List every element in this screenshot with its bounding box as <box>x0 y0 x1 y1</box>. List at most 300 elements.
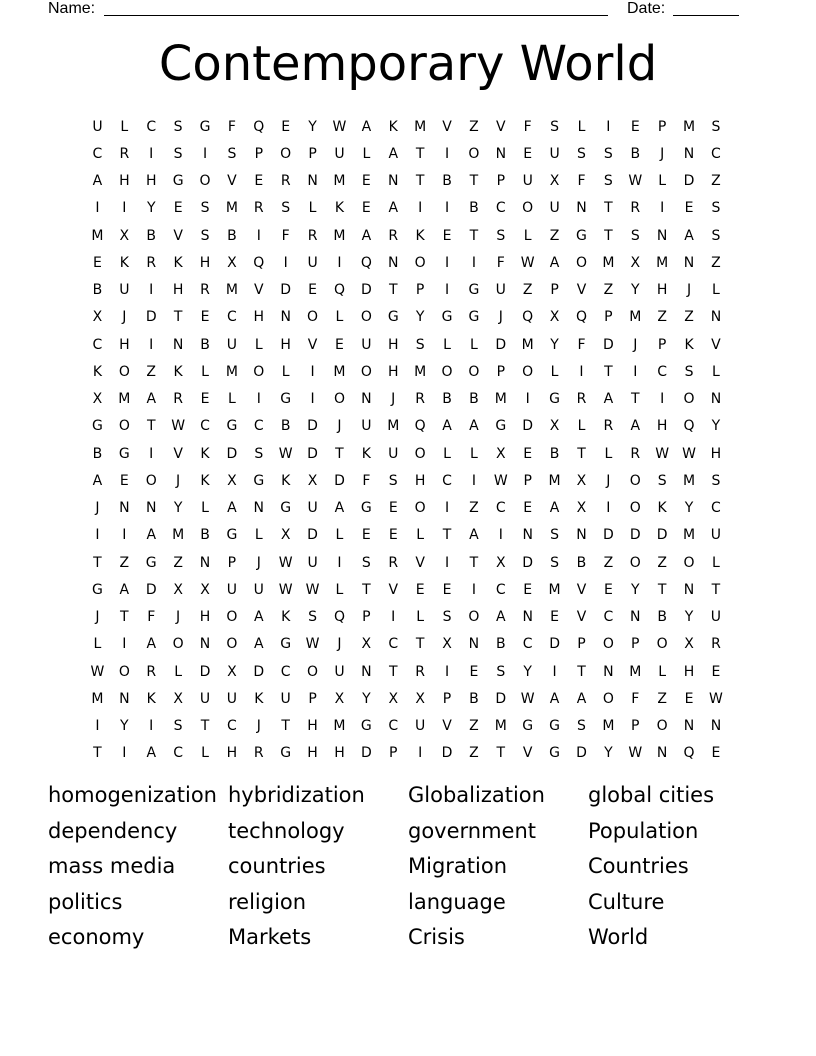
grid-letter[interactable]: E <box>361 200 371 217</box>
grid-letter[interactable]: D <box>334 472 345 489</box>
grid-letter[interactable]: B <box>469 200 479 217</box>
grid-letter[interactable]: T <box>120 609 129 626</box>
grid-letter[interactable]: T <box>711 581 721 598</box>
grid-letter[interactable]: P <box>496 173 506 190</box>
grid-letter[interactable]: R <box>415 391 425 408</box>
grid-letter[interactable]: M <box>494 391 507 408</box>
grid-letter[interactable]: Y <box>120 718 129 735</box>
grid-letter[interactable]: U <box>226 690 238 707</box>
grid-letter[interactable]: H <box>387 363 399 380</box>
grid-letter[interactable]: H <box>199 609 211 626</box>
grid-letter[interactable]: I <box>552 663 557 680</box>
grid-letter[interactable]: O <box>145 472 157 489</box>
grid-letter[interactable]: M <box>387 418 400 435</box>
grid-letter[interactable]: A <box>469 527 479 544</box>
grid-letter[interactable]: U <box>334 145 345 162</box>
grid-letter[interactable]: D <box>145 309 157 326</box>
grid-letter[interactable]: T <box>604 363 613 380</box>
grid-letter[interactable]: N <box>522 609 533 626</box>
grid-letter[interactable]: L <box>335 581 344 598</box>
grid-letter[interactable]: K <box>361 445 371 462</box>
grid-letter[interactable]: L <box>443 445 451 462</box>
grid-letter[interactable]: I <box>149 718 154 735</box>
grid-letter[interactable]: N <box>388 254 399 271</box>
grid-letter[interactable]: W <box>305 581 320 598</box>
grid-letter[interactable]: I <box>337 554 342 571</box>
grid-letter[interactable]: S <box>200 200 210 217</box>
grid-letter[interactable]: U <box>307 500 318 517</box>
grid-letter[interactable]: J <box>256 718 261 735</box>
grid-letter[interactable]: G <box>576 227 587 244</box>
grid-letter[interactable]: X <box>280 527 291 544</box>
grid-letter[interactable]: Z <box>119 554 130 571</box>
grid-letter[interactable]: J <box>498 309 503 326</box>
grid-letter[interactable]: T <box>469 227 479 244</box>
grid-letter[interactable]: K <box>254 690 264 707</box>
grid-letter[interactable]: C <box>253 418 264 435</box>
grid-letter[interactable]: X <box>549 173 560 190</box>
grid-letter[interactable]: U <box>415 718 426 735</box>
grid-letter[interactable]: X <box>576 472 587 489</box>
grid-letter[interactable]: B <box>576 554 587 571</box>
grid-letter[interactable]: A <box>549 500 560 517</box>
grid-letter[interactable]: O <box>253 363 265 380</box>
grid-letter[interactable]: Z <box>469 745 479 762</box>
grid-letter[interactable]: W <box>332 118 347 135</box>
grid-letter[interactable]: F <box>362 472 371 489</box>
grid-letter[interactable]: S <box>254 445 264 462</box>
grid-letter[interactable]: A <box>92 472 103 489</box>
grid-letter[interactable]: I <box>418 745 423 762</box>
grid-letter[interactable]: K <box>173 363 183 380</box>
grid-letter[interactable]: I <box>471 472 476 489</box>
grid-letter[interactable]: X <box>334 690 345 707</box>
grid-letter[interactable]: S <box>657 472 667 489</box>
grid-letter[interactable]: Q <box>522 309 534 326</box>
grid-letter[interactable]: U <box>495 282 506 299</box>
grid-letter[interactable]: T <box>173 309 183 326</box>
grid-letter[interactable]: V <box>442 118 452 135</box>
grid-letter[interactable]: J <box>606 472 611 489</box>
grid-letter[interactable]: D <box>602 336 614 353</box>
grid-letter[interactable]: N <box>361 391 372 408</box>
grid-letter[interactable]: I <box>122 527 127 544</box>
grid-letter[interactable]: C <box>388 636 399 653</box>
grid-letter[interactable]: B <box>442 391 452 408</box>
grid-letter[interactable]: L <box>335 309 344 326</box>
grid-letter[interactable]: G <box>468 282 480 299</box>
grid-letter[interactable]: N <box>495 145 507 162</box>
grid-letter[interactable]: C <box>603 609 614 626</box>
grid-letter[interactable]: G <box>280 391 292 408</box>
grid-letter[interactable]: I <box>337 254 342 271</box>
grid-letter[interactable]: T <box>469 173 479 190</box>
grid-letter[interactable]: M <box>494 718 507 735</box>
grid-letter[interactable]: Q <box>683 418 695 435</box>
grid-letter[interactable]: L <box>120 118 129 135</box>
grid-letter[interactable]: N <box>656 745 668 762</box>
grid-letter[interactable]: T <box>93 745 102 762</box>
grid-letter[interactable]: G <box>441 309 453 326</box>
grid-letter[interactable]: E <box>603 581 613 598</box>
grid-letter[interactable]: C <box>388 718 399 735</box>
grid-letter[interactable]: E <box>173 200 183 217</box>
grid-letter[interactable]: U <box>92 118 103 135</box>
grid-letter[interactable]: S <box>388 472 398 489</box>
grid-letter[interactable]: R <box>603 418 614 435</box>
grid-letter[interactable]: A <box>361 227 372 244</box>
grid-letter[interactable]: O <box>414 254 426 271</box>
grid-letter[interactable]: W <box>628 173 643 190</box>
grid-letter[interactable]: X <box>415 690 425 707</box>
grid-letter[interactable]: R <box>280 173 291 190</box>
grid-letter[interactable]: O <box>199 173 211 190</box>
grid-letter[interactable]: H <box>334 745 345 762</box>
grid-letter[interactable]: V <box>442 718 452 735</box>
grid-letter[interactable]: C <box>442 472 452 489</box>
grid-letter[interactable]: A <box>469 418 479 435</box>
grid-letter[interactable]: E <box>308 282 317 299</box>
grid-letter[interactable]: C <box>522 636 533 653</box>
grid-letter[interactable]: T <box>604 200 613 217</box>
grid-letter[interactable]: K <box>281 609 291 626</box>
grid-letter[interactable]: T <box>146 418 156 435</box>
grid-letter[interactable]: Q <box>575 309 587 326</box>
grid-letter[interactable]: L <box>658 663 667 680</box>
grid-letter[interactable]: E <box>711 745 721 762</box>
grid-letter[interactable]: G <box>360 500 372 517</box>
grid-letter[interactable]: D <box>576 745 587 762</box>
grid-letter[interactable]: O <box>602 690 614 707</box>
grid-letter[interactable]: F <box>147 609 156 626</box>
grid-letter[interactable]: E <box>523 581 533 598</box>
grid-letter[interactable]: E <box>523 500 533 517</box>
grid-letter[interactable]: D <box>253 663 265 680</box>
grid-letter[interactable]: S <box>630 227 640 244</box>
grid-letter[interactable]: U <box>307 554 318 571</box>
grid-letter[interactable]: M <box>225 363 238 380</box>
grid-letter[interactable]: L <box>416 609 425 626</box>
grid-letter[interactable]: Z <box>549 227 560 244</box>
grid-letter[interactable]: P <box>631 636 640 653</box>
grid-letter[interactable]: U <box>280 690 291 707</box>
grid-letter[interactable]: N <box>683 718 695 735</box>
grid-letter[interactable]: I <box>498 527 503 544</box>
grid-letter[interactable]: K <box>92 363 103 380</box>
grid-letter[interactable]: R <box>576 391 587 408</box>
grid-letter[interactable]: R <box>388 554 399 571</box>
grid-letter[interactable]: I <box>660 200 665 217</box>
grid-letter[interactable]: T <box>362 581 371 598</box>
grid-letter[interactable]: Y <box>550 336 559 353</box>
grid-letter[interactable]: G <box>387 309 399 326</box>
grid-letter[interactable]: I <box>444 254 450 271</box>
grid-letter[interactable]: Z <box>173 554 183 571</box>
grid-letter[interactable]: Z <box>469 500 479 517</box>
grid-letter[interactable]: D <box>307 527 318 544</box>
grid-letter[interactable]: O <box>226 636 238 653</box>
grid-letter[interactable]: G <box>280 636 292 653</box>
grid-letter[interactable]: W <box>90 663 105 680</box>
grid-letter[interactable]: O <box>307 309 319 326</box>
grid-letter[interactable]: D <box>360 745 372 762</box>
grid-letter[interactable]: P <box>657 118 667 135</box>
grid-letter[interactable]: O <box>441 363 453 380</box>
grid-letter[interactable]: E <box>119 472 129 489</box>
grid-letter[interactable]: V <box>307 336 318 353</box>
grid-letter[interactable]: J <box>95 609 100 626</box>
grid-letter[interactable]: N <box>199 636 211 653</box>
grid-letter[interactable]: I <box>444 663 450 680</box>
grid-letter[interactable]: E <box>361 173 371 190</box>
grid-letter[interactable]: P <box>550 282 559 299</box>
grid-letter[interactable]: A <box>442 418 452 435</box>
grid-letter[interactable]: I <box>95 718 100 735</box>
grid-letter[interactable]: C <box>200 418 210 435</box>
grid-letter[interactable]: T <box>388 663 398 680</box>
grid-letter[interactable]: R <box>173 391 183 408</box>
grid-letter[interactable]: A <box>603 391 614 408</box>
grid-letter[interactable]: B <box>469 690 479 707</box>
grid-letter[interactable]: T <box>630 391 640 408</box>
grid-letter[interactable]: Z <box>657 554 667 571</box>
grid-letter[interactable]: W <box>305 636 320 653</box>
grid-letter[interactable]: Y <box>630 581 640 598</box>
grid-letter[interactable]: P <box>254 145 264 162</box>
grid-letter[interactable]: S <box>711 472 721 489</box>
grid-letter[interactable]: T <box>415 173 425 190</box>
grid-letter[interactable]: B <box>280 418 291 435</box>
grid-letter[interactable]: G <box>92 581 103 598</box>
grid-letter[interactable]: L <box>201 745 209 762</box>
grid-letter[interactable]: F <box>577 173 586 190</box>
grid-letter[interactable]: A <box>146 527 157 544</box>
grid-letter[interactable]: V <box>227 173 237 190</box>
grid-letter[interactable]: E <box>93 254 102 271</box>
grid-letter[interactable]: N <box>603 663 614 680</box>
grid-letter[interactable]: S <box>442 609 452 626</box>
grid-letter[interactable]: N <box>388 173 399 190</box>
grid-letter[interactable]: I <box>606 500 611 517</box>
grid-letter[interactable]: T <box>657 581 667 598</box>
grid-letter[interactable]: B <box>227 227 237 244</box>
grid-letter[interactable]: N <box>522 527 533 544</box>
grid-letter[interactable]: D <box>602 527 614 544</box>
grid-letter[interactable]: I <box>149 445 154 462</box>
grid-letter[interactable]: N <box>145 500 157 517</box>
grid-letter[interactable]: O <box>629 554 641 571</box>
grid-letter[interactable]: U <box>549 145 560 162</box>
grid-letter[interactable]: G <box>360 718 372 735</box>
grid-letter[interactable]: J <box>122 309 127 326</box>
grid-letter[interactable]: X <box>496 445 506 462</box>
grid-letter[interactable]: A <box>334 500 345 517</box>
grid-letter[interactable]: M <box>548 472 561 489</box>
grid-letter[interactable]: K <box>334 200 345 217</box>
grid-letter[interactable]: M <box>333 227 346 244</box>
grid-letter[interactable]: A <box>630 418 641 435</box>
grid-letter[interactable]: Y <box>684 500 694 517</box>
grid-letter[interactable]: E <box>711 663 721 680</box>
grid-letter[interactable]: S <box>173 145 183 162</box>
grid-letter[interactable]: Z <box>603 282 614 299</box>
grid-letter[interactable]: J <box>256 554 261 571</box>
grid-letter[interactable]: I <box>444 145 450 162</box>
grid-letter[interactable]: O <box>522 200 534 217</box>
grid-letter[interactable]: A <box>227 500 237 517</box>
grid-letter[interactable]: N <box>119 500 130 517</box>
grid-letter[interactable]: J <box>660 145 665 162</box>
grid-letter[interactable]: B <box>657 609 667 626</box>
grid-letter[interactable]: C <box>495 581 506 598</box>
grid-letter[interactable]: G <box>199 118 211 135</box>
grid-letter[interactable]: H <box>387 336 399 353</box>
grid-letter[interactable]: P <box>496 363 506 380</box>
grid-letter[interactable]: V <box>576 609 587 626</box>
grid-letter[interactable]: D <box>629 527 641 544</box>
grid-letter[interactable]: L <box>201 363 209 380</box>
grid-letter[interactable]: P <box>631 718 640 735</box>
grid-letter[interactable]: X <box>630 254 641 271</box>
grid-letter[interactable]: C <box>92 336 103 353</box>
grid-letter[interactable]: M <box>333 718 346 735</box>
grid-letter[interactable]: O <box>629 500 641 517</box>
grid-letter[interactable]: I <box>606 118 611 135</box>
grid-letter[interactable]: O <box>307 663 319 680</box>
grid-letter[interactable]: O <box>629 472 641 489</box>
grid-letter[interactable]: E <box>200 309 210 326</box>
grid-letter[interactable]: M <box>414 363 427 380</box>
grid-letter[interactable]: O <box>683 554 695 571</box>
grid-letter[interactable]: I <box>444 500 450 517</box>
grid-letter[interactable]: K <box>146 690 156 707</box>
grid-letter[interactable]: W <box>493 472 508 489</box>
grid-letter[interactable]: E <box>415 581 425 598</box>
grid-letter[interactable]: A <box>92 173 103 190</box>
grid-letter[interactable]: S <box>308 609 318 626</box>
grid-letter[interactable]: Q <box>360 254 372 271</box>
grid-letter[interactable]: H <box>307 745 318 762</box>
grid-letter[interactable]: X <box>442 636 452 653</box>
grid-letter[interactable]: I <box>149 336 154 353</box>
grid-letter[interactable]: Z <box>603 554 614 571</box>
grid-letter[interactable]: B <box>92 445 103 462</box>
grid-letter[interactable]: A <box>146 636 157 653</box>
grid-letter[interactable]: X <box>173 690 183 707</box>
grid-letter[interactable]: I <box>444 554 450 571</box>
grid-letter[interactable]: I <box>579 363 584 380</box>
grid-letter[interactable]: K <box>388 118 398 135</box>
grid-letter[interactable]: W <box>278 581 293 598</box>
grid-letter[interactable]: T <box>496 745 506 762</box>
grid-letter[interactable]: S <box>603 145 613 162</box>
grid-letter[interactable]: T <box>415 636 425 653</box>
grid-letter[interactable]: S <box>496 227 506 244</box>
grid-letter[interactable]: M <box>333 173 346 190</box>
grid-letter[interactable]: K <box>281 472 291 489</box>
grid-letter[interactable]: H <box>119 173 130 190</box>
grid-letter[interactable]: D <box>495 690 507 707</box>
grid-letter[interactable]: T <box>200 718 210 735</box>
grid-letter[interactable]: H <box>280 336 291 353</box>
grid-letter[interactable]: Z <box>522 282 533 299</box>
grid-letter[interactable]: O <box>360 309 372 326</box>
grid-letter[interactable]: X <box>227 663 237 680</box>
grid-letter[interactable]: X <box>496 554 506 571</box>
grid-letter[interactable]: F <box>281 227 290 244</box>
grid-letter[interactable]: X <box>388 690 399 707</box>
grid-letter[interactable]: T <box>469 554 479 571</box>
grid-letter[interactable]: S <box>173 718 183 735</box>
grid-letter[interactable]: F <box>496 254 505 271</box>
grid-letter[interactable]: R <box>119 145 130 162</box>
grid-letter[interactable]: N <box>361 663 372 680</box>
grid-letter[interactable]: N <box>253 500 265 517</box>
grid-letter[interactable]: Q <box>333 609 345 626</box>
grid-letter[interactable]: K <box>684 336 694 353</box>
grid-letter[interactable]: D <box>495 336 507 353</box>
grid-letter[interactable]: R <box>711 636 721 653</box>
grid-letter[interactable]: N <box>710 309 722 326</box>
grid-letter[interactable]: P <box>442 690 452 707</box>
grid-letter[interactable]: U <box>226 336 238 353</box>
grid-letter[interactable]: O <box>118 418 130 435</box>
grid-letter[interactable]: O <box>118 663 130 680</box>
grid-letter[interactable]: V <box>522 745 533 762</box>
grid-letter[interactable]: R <box>200 282 210 299</box>
grid-letter[interactable]: W <box>171 418 186 435</box>
grid-letter[interactable]: V <box>711 336 721 353</box>
grid-letter[interactable]: A <box>388 145 399 162</box>
grid-letter[interactable]: U <box>710 609 722 626</box>
grid-letter[interactable]: T <box>442 527 452 544</box>
grid-letter[interactable]: Y <box>684 609 694 626</box>
grid-letter[interactable]: I <box>310 363 315 380</box>
grid-letter[interactable]: N <box>119 690 130 707</box>
grid-letter[interactable]: E <box>388 527 398 544</box>
grid-letter[interactable]: U <box>334 663 345 680</box>
grid-letter[interactable]: A <box>146 745 157 762</box>
grid-letter[interactable]: M <box>91 227 104 244</box>
grid-letter[interactable]: D <box>522 418 534 435</box>
grid-letter[interactable]: S <box>603 173 613 190</box>
grid-letter[interactable]: R <box>630 445 641 462</box>
grid-letter[interactable]: H <box>683 663 695 680</box>
grid-letter[interactable]: L <box>254 336 263 353</box>
grid-letter[interactable]: X <box>227 254 237 271</box>
grid-letter[interactable]: L <box>470 445 478 462</box>
grid-letter[interactable]: C <box>227 718 237 735</box>
grid-letter[interactable]: M <box>414 118 427 135</box>
grid-letter[interactable]: B <box>200 527 210 544</box>
grid-letter[interactable]: Q <box>253 118 265 135</box>
grid-letter[interactable]: I <box>283 254 288 271</box>
grid-letter[interactable]: A <box>549 254 560 271</box>
grid-letter[interactable]: M <box>333 363 346 380</box>
grid-letter[interactable]: W <box>278 554 293 571</box>
grid-letter[interactable]: O <box>226 609 238 626</box>
grid-letter[interactable]: I <box>149 145 154 162</box>
grid-letter[interactable]: C <box>495 200 506 217</box>
grid-letter[interactable]: U <box>307 254 318 271</box>
grid-letter[interactable]: S <box>684 363 694 380</box>
grid-letter[interactable]: U <box>119 282 130 299</box>
grid-letter[interactable]: L <box>254 527 263 544</box>
name-line[interactable] <box>104 15 608 16</box>
grid-letter[interactable]: R <box>630 200 641 217</box>
grid-letter[interactable]: O <box>468 363 480 380</box>
grid-letter[interactable]: M <box>682 472 696 489</box>
